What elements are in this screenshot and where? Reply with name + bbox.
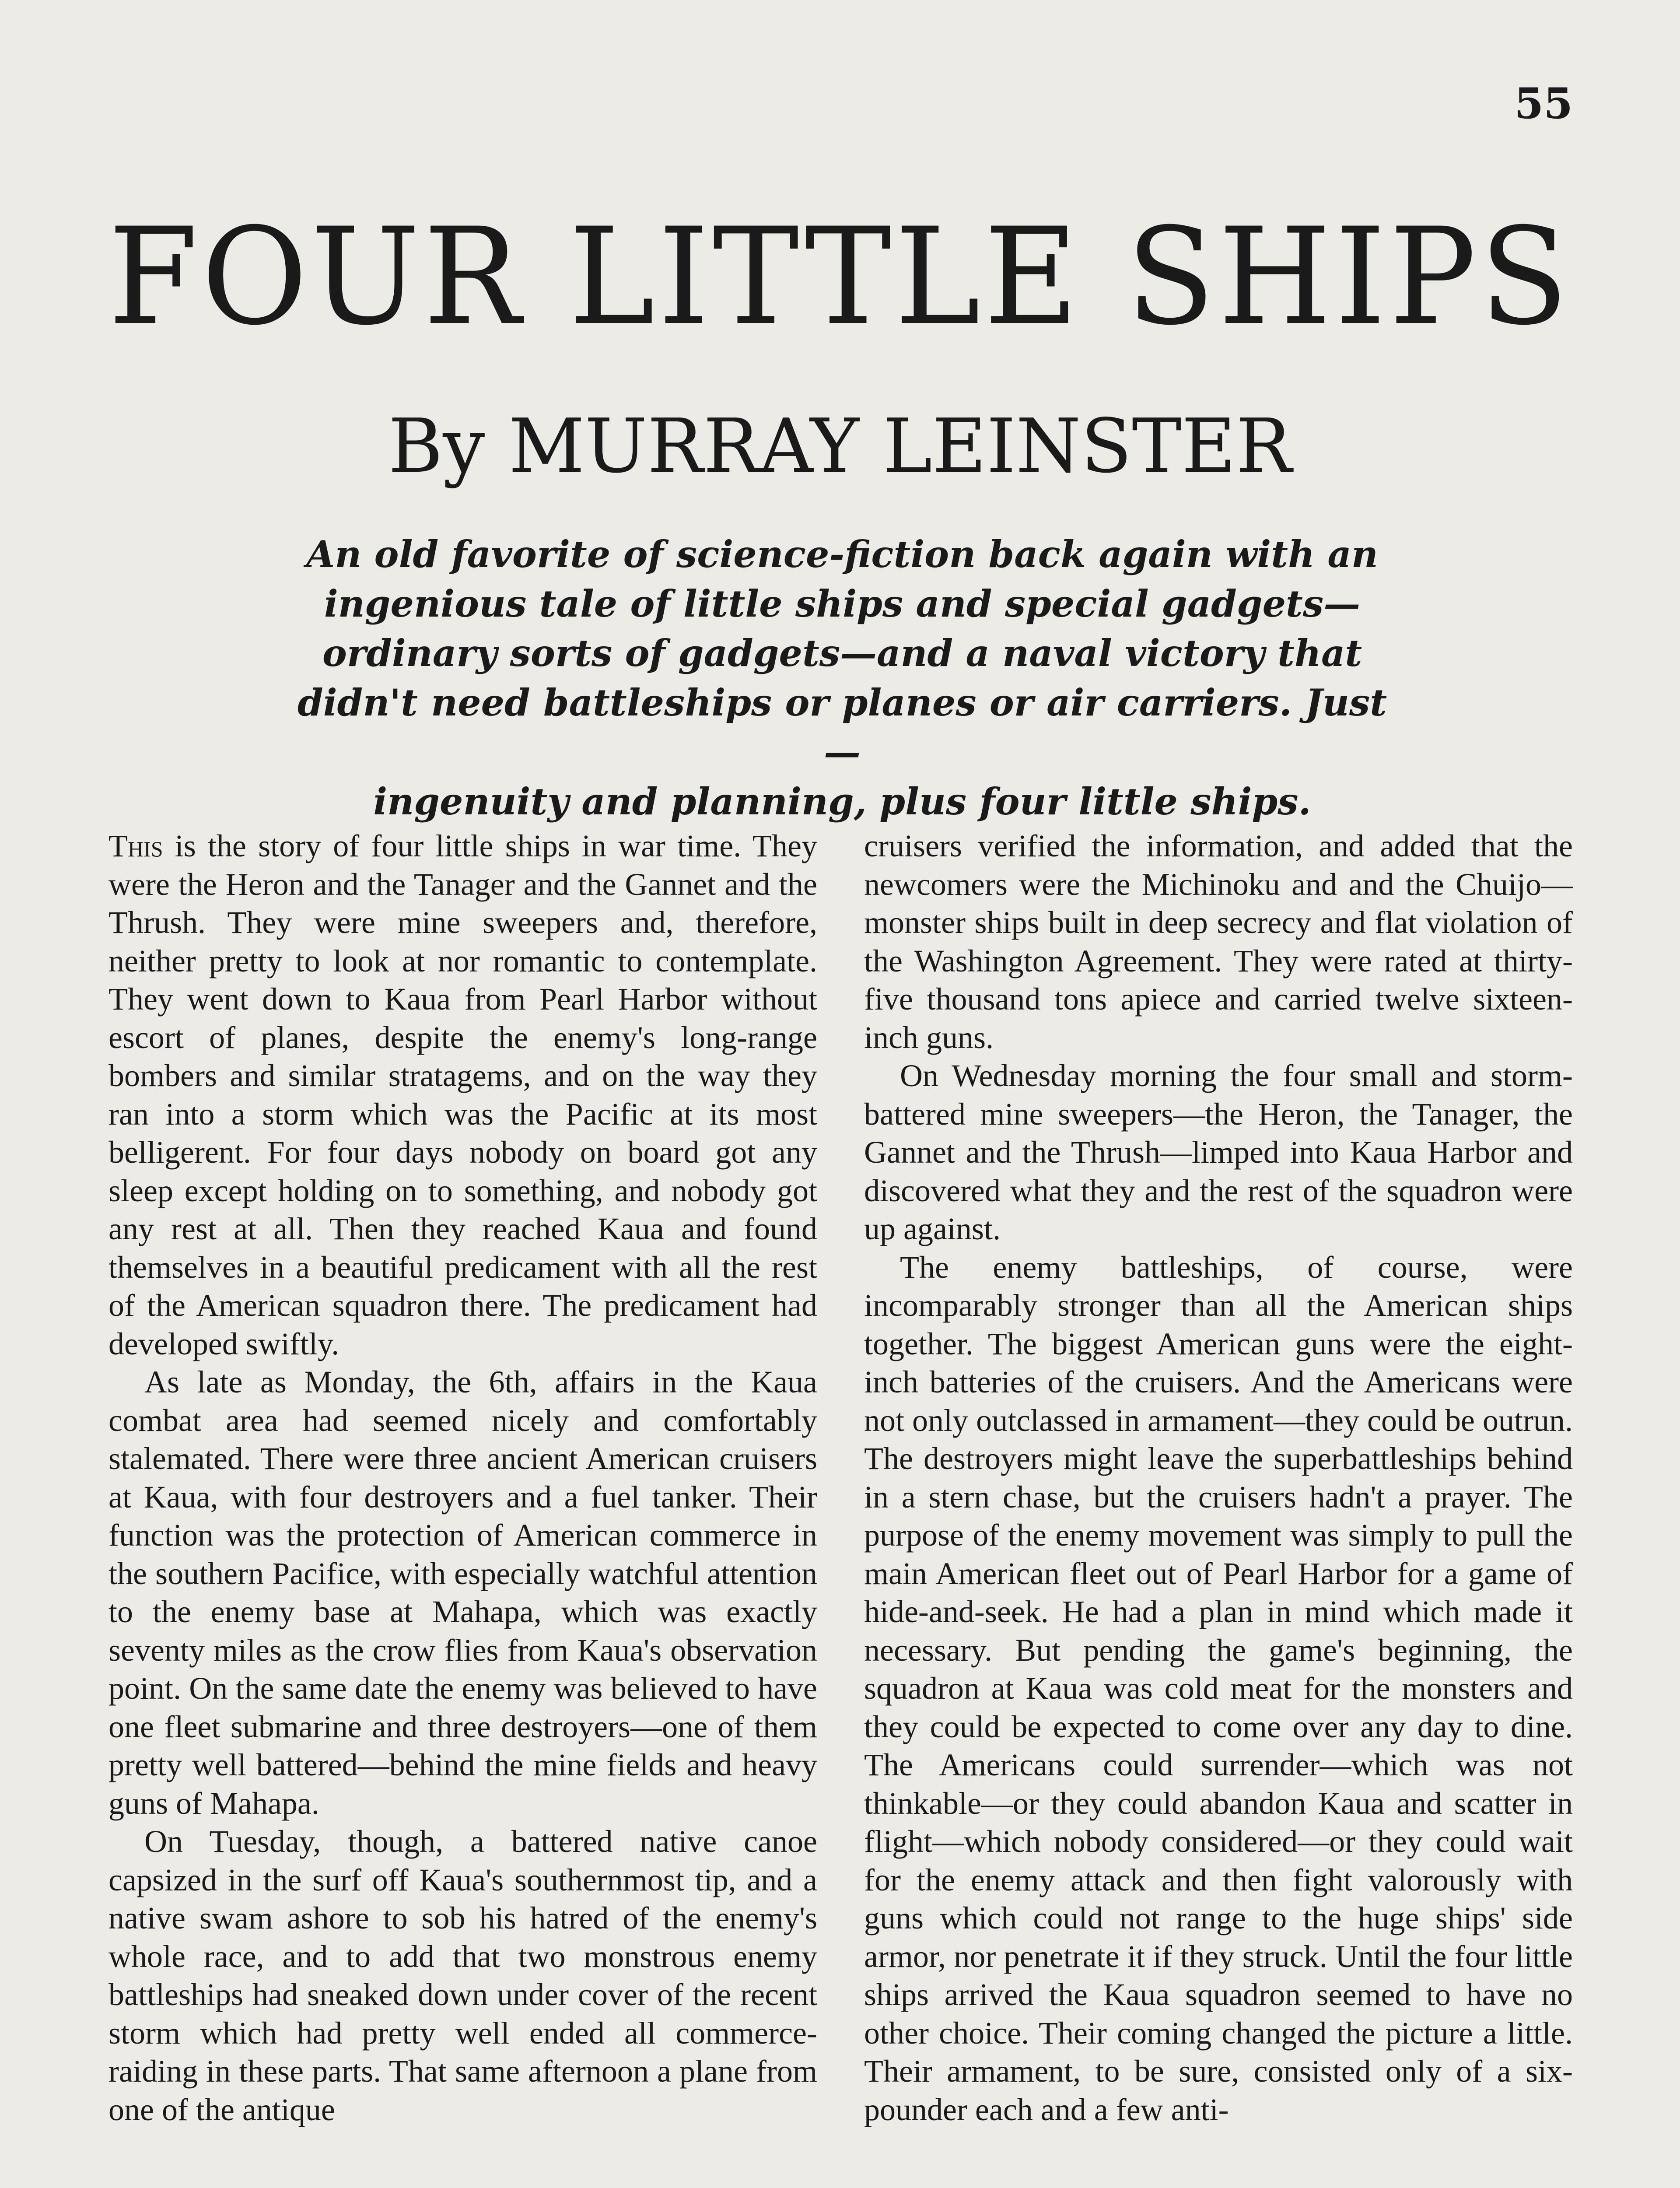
paragraph: On Tuesday, though, a battered native canoe capsized in the surf off Kaua's southernmost tip, and a native swam ashore to sob his hatred of the enemy's whole race, and to add that two monstrous enemy battleships had sneaked down under cover of the recent storm which had pretty well ended all commerce-raiding in these parts. That same afternoon a plane from one of the antique (108, 1824, 817, 2127)
body-column-left (108, 827, 817, 2129)
paragraph-text: is the story of four little ships in war time. They were the Heron and the Tanager and the Gannet and the Thrush. They were mine sweepers and, therefore, neither pretty to look at nor romantic to contemplate. They went down to Kaua from Pearl Harbor without escort of planes, despite the enemy's long-range bombers and similar stratagems, and on the way they ran into a storm which was the Pacific at its most belligerent. For four days nobody on board got any sleep except holding on to something, and nobody got any rest at all. Then they reached Kaua and found themselves in a beautiful predicament with all the rest of the American squadron there. The predicament had developed swiftly. (108, 828, 817, 1361)
body-column-right (864, 827, 1573, 2129)
paragraph: cruisers verified the information, and added that the newcomers were the Michinoku and and the Chuijo—monster ships built in deep secrecy and flat violation of the Washington Agreement. They were rated at thirty-five thousand tons apiece and carried twelve sixteen-inch guns. (864, 828, 1573, 1055)
intro-line: ingenuity and planning, plus four little ships. (373, 780, 1311, 823)
intro-line: ordinary sorts of gadgets—and a naval victory that (322, 631, 1362, 675)
byline: By MURRAY LEINSTER (388, 403, 1292, 490)
intro-line: An old favorite of science-fiction back again with an (306, 533, 1378, 576)
paragraph: As late as Monday, the 6th, affairs in the Kaua combat area had seemed nicely and comfortably stalemated. There were three ancient American cruisers at Kaua, with four destroyers and a fuel tanker. Their function was the protection of American commerce in the southern Pacifice, with especially watchful attention to the enemy base at Mahapa, which was exactly seventy miles as the crow flies from Kaua's observation point. On the same date the enemy was believed to have one fleet submarine and three destroyers—one of them pretty well battered—behind the mine fields and heavy guns of Mahapa. (108, 1364, 817, 1821)
paragraph: The enemy battleships, of course, were incomparably stronger than all the American ships together. The biggest American guns were the eight-inch batteries of the cruisers. And the Americans were not only outclassed in armament—they could be outrun. The destroyers might leave the superbattleships behind in a stern chase, but the cruisers hadn't a prayer. The purpose of the enemy movement was simply to pull the main American fleet out of Pearl Harbor for a game of hide-and-seek. He had a plan in mind which made it necessary. But pending the game's beginning, the squadron at Kaua was cold meat for the monsters and they could be expected to come over any day to dine. The Americans could surrender—which was not thinkable—or they could abandon Kaua and scatter in flight—which nobody considered—or they could wait for the enemy attack and then fight valorously with guns which could not range to the huge ships' side armor, nor penetrate it if they struck. Until the four little ships arrived the Kaua squadron seemed to have no other choice. Their coming changed the picture a little. Their armament, to be sure, consisted only of a six-pounder each and a few anti- (864, 1249, 1573, 2127)
page-number: 55 (1514, 79, 1573, 128)
intro-blurb (298, 529, 1387, 826)
intro-line: ingenious tale of little ships and special gadgets— (324, 582, 1361, 625)
paragraph: On Wednesday morning the four small and storm-battered mine sweepers—the Heron, the Tanager, the Gannet and the Thrush—limped into Kaua Harbor and discovered what they and the rest of the squadron were up against. (864, 1058, 1573, 1246)
intro-line: didn't need battleships or planes or air carriers. Just— (298, 681, 1387, 774)
drop-lead: This (108, 828, 163, 863)
article-title: FOUR LITTLE SHIPS (108, 199, 1572, 354)
paragraph (108, 827, 817, 1363)
